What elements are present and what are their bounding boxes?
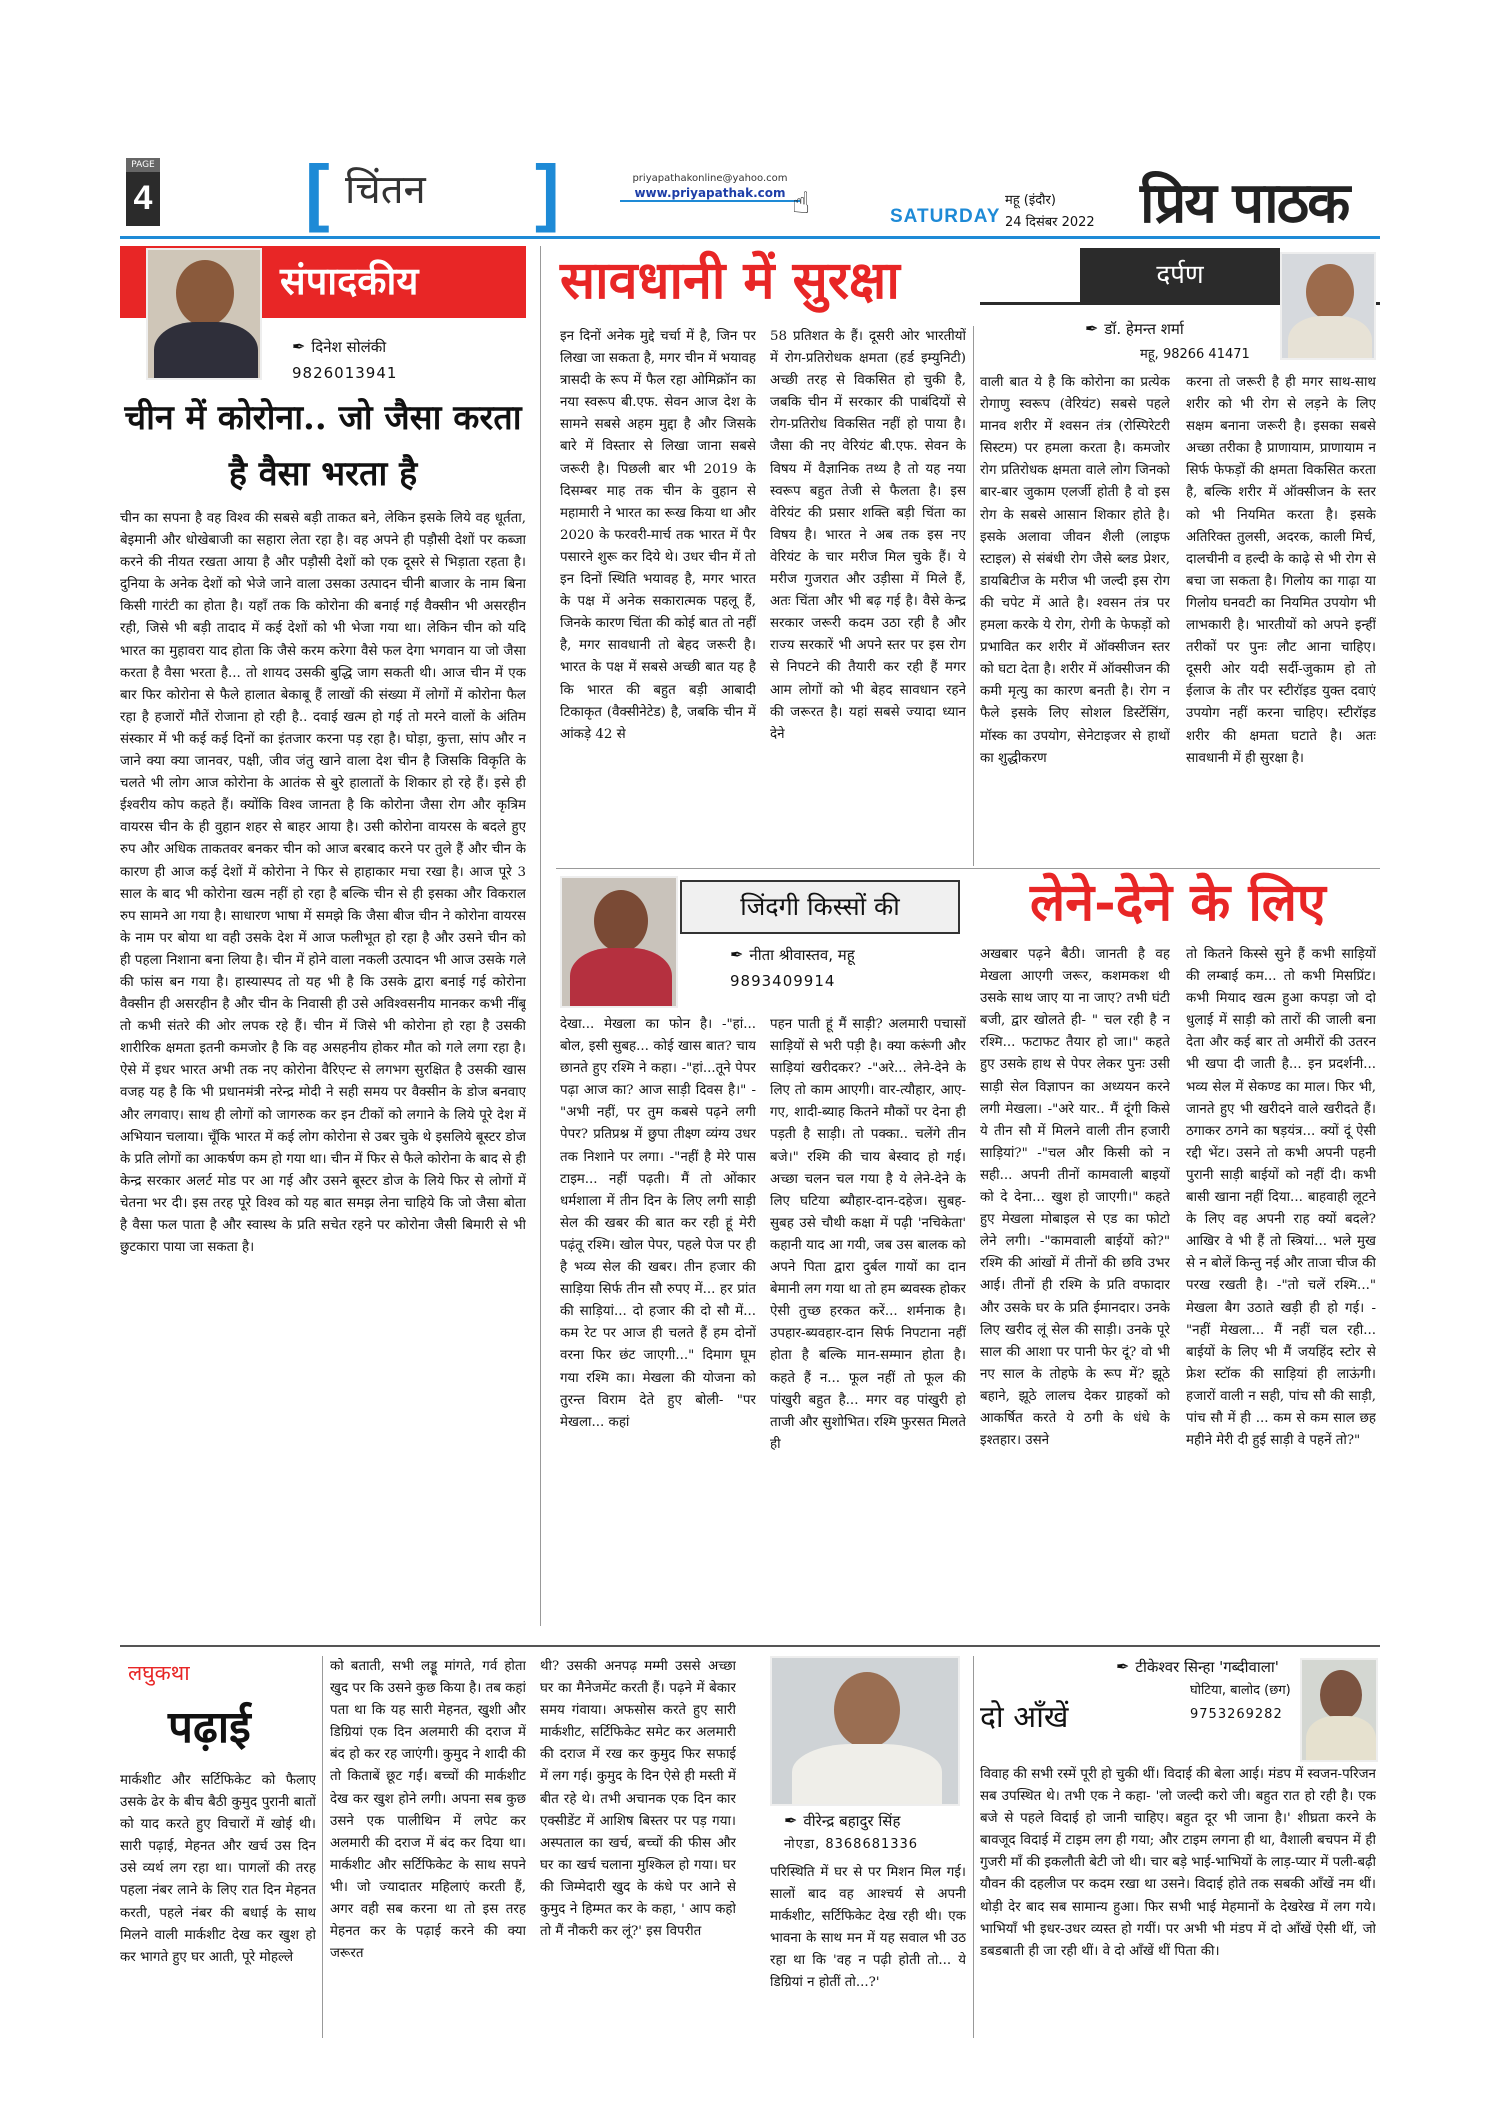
editorial-body: चीन का सपना है वह विश्व की सबसे बड़ी ताकत बने, लेकिन इसके लिये वह धूर्तता, बेइमानी और धोखेबाजी का सहारा लेता रहा है। वह अपने ही पड़ौसी देशों पर कब्जा करने की नीयत रखता आया है और पड़ौसी देशों को एक दूसरे से भिड़ाता रहता है। दुनिया के अनेक देशों को भेजे जाने वाला उसका उत्पादन चीनी बाजार के नाम बिना किसी गारंटी का होता है। यहाँ तक कि कोरोना की बनाई गई वैक्सीन भी असरहीन रही, जिसे भी बड़ी तादाद में कई देशों को भी भेजा गया था। लेकिन चीन को यदि भारत का मुहावरा याद होता कि जैसे करम करेगा वैसे फल देगा भगवान या जो जैसा करता है वैसा भरता है... तो शायद उसकी बुद्धि जाग सकती थी। आज चीन में एक बार फिर कोरोना से फैले हालात बेकाबू हैं लाखों की संख्या में लोगों में कोरोना फैल रहा है हजारों मौतें रोजाना हो रही है.. दवाई खत्म हो गई तो मरने वालों के अंतिम संस्कार में भी कई कई दिनों का इंतजार करना पड़ रहा है। घोड़ा, कुत्ता, सांप और न जाने क्या क्या जानवर, पक्षी, जीव जंतु खाने वाला देश चीन है जिसकि विकृति के चलते भी लोग आज कोरोना के आतंक से बुरे हालातों के शिकार हो रहे हैं। इसे ही ईश्वरीय कोप कहते हैं। क्योंकि विश्व जानता है कि कोरोना जैसा रोग और कृत्रिम वायरस चीन के ही वुहान शहर से बाहर आया है। उसी कोरोना वायरस के बदले हुए रुप और अधिक ताकतवर बनकर चीन को आज बरबाद करने पर तुले हैं और चीन के कारण ही आज कई देशों में कोरोना ने फिर से हाहाकार मचा रखा है। आज पूरे 3 साल के बाद भी कोरोना खत्म नहीं हो रहा है बल्कि चीन से ही इसका और विकराल रुप सामने आ गया है। साधारण भाषा में समझे कि जैसा बीज चीन ने कोरोना वायरस के नाम पर बोया था वही उसके देश में आज फलीभूत हो रहा है और उसने चीन को ही पहला निशाना बना लिया है। चीन में होने वाला नकली उत्पादन भी आज उसके गले की फांस बन गया है। हास्यास्पद तो यह भी है कि उसके द्वारा बनाई गई कोरोना वैक्सीन ही असरहीन है और चीन के निवासी ही उसे अविश्वसनीय मानकर कभी नींबू तो कभी संतरे की ओर लपक रहे हैं। चीन में जिसे भी कोरोना हो रहा है उसकी शारीरिक क्षमता इतनी कमजोर है कि वह असहनीय होकर मौत को गले लगा रहा है। ऐसे में इधर भारत अभी तक नए कोरोना वैरिएन्ट से लगभग सुरक्षित है उसकी खास वजह यह है कि भी प्रधानमंत्री नरेन्द्र मोदी ने सही समय पर वैक्सीन के डोज बनवाए और लगवाए। साथ ही लोगों को जागरुक कर इन टीकों को लगाने के लिये पूरे देश में अभियान चलाया। चूँकि भारत में कई लोग कोरोना से उबर चुके थे इसलिये बूस्टर डोज के प्रति लोगों का आकर्षण कम हो गया था। चीन में फिर से फैले कोरोना के बाद से ही केन्द्र सरकार अलर्ट मोड पर आ गई और उसने बूस्टर डोज के लिये फिर से लोगों में चेतना भर दी। इस तरह पूरे विश्व को यह बात समझ लेना चाहिये कि जो जैसा बोता है वैसा फल पाता है और स्वास्थ के प्रति सचेत रहने पर कोरोना जैसी बिमारी से भी छुटकारा पाया जा सकता है। xyxy=(120,511,526,1256)
weekday: SATURDAY xyxy=(890,206,1001,227)
zindagi-col-2: पहन पाती हूं मैं साड़ी? अलमारी पचासों साड़ियों से भरी पड़ी है। क्या करूंगी और साड़ियां खरीदकर? -"अरे... लेने-देने के लिए तो काम आएगी। वार-त्यौहार, आए-गए, शादी-ब्याह कितने मौकों पर देना ही पड़ती है साड़ी। तो पक्का.. चलेंगे तीन बजे।" रश्मि की चाय बेस्वाद हो गई। अच्छा चलन चल गया है ये लेने-देने के लिए घटिया ब्यौहार-दान-दहेज। सुबह-सुबह उसे चौथी कक्षा में पढ़ी 'नचिकेता' कहानी याद आ गयी, जब उस बालक को अपने पिता द्वारा दुर्बल गायों का दान बेमानी लग गया था तो हम ब्यवस्क होकर ऐसी तुच्छ हरकत करें... शर्मनाक है। उपहार-ब्यवहार-दान सिर्फ निपटाना नहीं होता है बल्कि मान-सम्मान होता है। कहते हैं न... फूल नहीं तो फूल की पांखुरी बहुत है... मगर वह पांखुरी हो ताजी और सुशोभित। रश्मि फुरसत मिलते ही xyxy=(770,1017,966,1452)
zindagi-col-3: अखबार पढ़ने बैठी। जानती है वह मेखला आएगी जरूर, कशमकश थी उसके साथ जाए या ना जाए? तभी घंटी बजी, द्वार खोलते ही- " चल रही है न रश्मि... फटाफट तैयार हो जा।" कहते हुए उसके हाथ से पेपर लेकर पुनः उसी साड़ी सेल विज्ञापन का अध्ययन करने लगी मेखला। -"अरे यार.. मैं दूंगी किसे ये तीन सौ में मिलने वाली तीन हजारी साड़ियां?" -"चल और किसी को न सही... अपनी तीनों कामवाली बाइयों को दे देना... खुश हो जाएगी।" कहते हुए मेखला मोबाइल से एड का फोटो लेने लगी। -"कामवाली बाईयों को?" रश्मि की आंखों में तीनों की छवि उभर आई। तीनों ही रश्मि के प्रति वफादार और उसके घर के प्रति ईमानदार। उनके लिए खरीद लूं सेल की साड़ी। उनके पूरे साल की आशा पर पानी फेर दूं? वो भी नए साल के तोहफे के रूप में? झूठे बहाने, झूठे लालच देकर ग्राहकों को आकर्षित करते ये ठगी के धंधे के इश्तहार। उसने xyxy=(980,947,1170,1449)
laghukatha-col-2: को बताती, सभी लड्डू मांगते, गर्व होता खुद पर कि उसने कुछ किया है। तब कहां पता था कि यह सारी मेहनत, खुशी और डिग्रियां एक दिन अलमारी की दराज में बंद हो कर रह जाएंगी। कुमुद ने शादी की तो किताबें छूट गईं। बच्चों की मार्कशीट देख कर खुश होने लगी। अपना सब कुछ उसने एक पालीथिन में लपेट कर अलमारी की दराज में बंद कर दिया था। मार्कशीट और सर्टिफिकेट के साथ सपने भी। जो ज्यादातर महिलाएं करती हैं, अगर वही सब करना था तो इस तरह मेहनत कर के पढ़ाई करने की क्या जरूरत xyxy=(330,1659,526,1962)
page-number-box xyxy=(126,158,160,226)
page-number: 4 xyxy=(133,179,153,217)
editorial-label: संपादकीय xyxy=(280,259,419,303)
laghukatha-byline xyxy=(784,1810,900,1832)
zindagi-author: नीता श्रीवास्तव, महू xyxy=(749,946,855,964)
date: 24 दिसंबर 2022 xyxy=(1005,215,1095,230)
pen-icon: ✒ xyxy=(1085,319,1099,338)
suraksha-headline: सावधानी में सुरक्षा xyxy=(560,250,900,311)
zindagi-byline xyxy=(730,944,855,966)
laghukatha-col-3: थी? उसकी अनपढ़ मम्मी उससे अच्छा घर का मैनेजमेंट करती हैं। पढ़ने में बेकार समय गंवाया। अफसोस करते हुए सारी मार्कशीट, सर्टिफिकेट समेट कर अलमारी की दराज में रख कर कुमुद फिर सफाई में लग गई। कुमुद के दिन ऐसे ही मस्ती में बीत रहे थे। तभी अचानक एक दिन कार एक्सीडेंट में आशिष बिस्तर पर पड़ गया। अस्पताल का खर्च, बच्चों की फीस और घर का खर्च चलाना मुश्किल हो गया। घर की जिम्मेदारी खुद के कंधे पर आने से कुमुद ने हिम्मत कर के कहा, ' आप कहो तो मैं नौकरी कर लूं?' इस विपरीत xyxy=(540,1659,736,1940)
laghukatha-col-1: मार्कशीट और सर्टिफिकेट को फैलाए उसके ढेर के बीच बैठी कुमुद पुरानी बातों को याद करते हुए विचारों में खोई थी। सारी पढ़ाई, मेहनत और खर्च उस दिन उसे व्यर्थ लग रहा था। पागलों की तरह पहला नंबर लाने के लिए रात दिन मेहनत करती, पहले नंबर की बधाई के साथ मिलने वाली मार्कशीट देख कर खुश हो कर भागते हुए घर आती, पूरे मोहल्ले xyxy=(120,1773,316,1965)
zindagi-phone: 9893409914 xyxy=(730,972,836,990)
editorial-byline xyxy=(292,336,386,358)
darpan-col-2: करना तो जरूरी है ही मगर साथ-साथ शरीर को भी रोग से लड़ने के लिए सक्षम बनाना जरूरी है। इसका सबसे अच्छा तरीका है प्राणायाम, प्राणायाम न सिर्फ फेफड़ों की क्षमता विकसित करता है, बल्कि शरीर में ऑक्सीजन के स्तर को भी नियमित करता है। इसके अतिरिक्त तुलसी, अदरक, काली मिर्च, दालचीनी व हल्दी के काढ़े से भी रोग से बचा जा सकता है। गिलोय का गाढ़ा या गिलोय घनवटी का नियमित उपयोग भी लाभकारी है। भारतीयों को अपने इन्हीं तरीकों पर पुनः लौट आना चाहिए। दूसरी ओर यदी सर्दी-जुकाम हो तो ईलाज के तौर पर स्टीरॉइड युक्त दवाएं उपयोग नहीं करना चाहिए। स्टीरॉइड शरीर की क्षमता घटाते है। अतः सावधानी में ही सुरक्षा है। xyxy=(1186,375,1376,766)
column-divider xyxy=(973,326,974,866)
editorial-author: दिनेश सोलंकी xyxy=(311,338,387,356)
editorial-phone: 9826013941 xyxy=(292,364,398,382)
darpan-byline xyxy=(1085,318,1184,340)
suraksha-col-1: इन दिनों अनेक मुद्दे चर्चा में है, जिन पर लिखा जा सकता है, मगर चीन में भयावह त्रासदी के रूप में फैल रहा ओमिक्रॉन का नया स्वरूप बी.एफ. सेवन आज देश के सामने सबसे अहम मुद्दा है और जिसके बारे में विस्तार से लिखा जाना सबसे जरूरी है। पिछली बार भी 2019 के दिसम्बर माह तक चीन के वुहान से महामारी ने भारत का रूख किया था और 2020 के फरवरी-मार्च तक भारत में पैर पसारने शुरू कर दिये थे। उधर चीन में तो इन दिनों स्थिति भयावह है, मगर भारत के पक्ष में अनेक सकारात्मक पहलू हैं, जिनके कारण चिंता की कोई बात तो नहीं है, मगर सावधानी तो बेहद जरूरी है। भारत के पक्ष में सबसे अच्छी बात यह है कि भारत की बहुत बड़ी आबादी टिकाकृत (वैक्सीनेटेड) है, जबकि चीन में आंकड़े 42 से xyxy=(560,329,756,742)
story-divider xyxy=(120,1645,1380,1647)
email[interactable]: priyapathakonline@yahoo.com xyxy=(632,173,788,184)
do-ankhen-title: दो आँखें xyxy=(980,1700,1069,1735)
date-block xyxy=(1005,190,1125,234)
darpan-author-photo xyxy=(1280,252,1376,360)
laghukatha-col-4: परिस्थिति में घर से पर मिशन मिल गई। सालों बाद वह आश्चर्य से अपनी मार्कशीट, सर्टिफिकेट देख रही थी। एक भावना के साथ मन में यह सवाल भी उठ रहा था कि 'वह न पढ़ी होती तो... ये डिग्रियां न होतीं तो...?' xyxy=(770,1865,966,1991)
city: महू (इंदौर) xyxy=(1005,193,1056,208)
pointing-hand-icon: ☝ xyxy=(792,186,811,221)
do-ankhen-place: घोटिया, बालोद (छग) xyxy=(1190,1683,1291,1698)
column-divider xyxy=(540,246,541,1626)
column-divider xyxy=(322,1656,323,2038)
lene-dene-headline: लेने-देने के लिए xyxy=(1030,872,1326,933)
darpan-contact: महू, 98266 41471 xyxy=(1140,347,1250,362)
zindagi-col-4: तो कितने किस्से सुने हैं कभी साड़ियों की लम्बाई कम... तो कभी मिसप्रिंट। कभी मियाद खत्म हुआ कपड़ा जो दो धुलाई में साड़ी को तारों की जाली बना देता और कई बार तो अमीरों की उतरन भी खपा दी जाती है... इन प्रदर्शनी... भव्य सेल में सेकण्ड का माल। फिर भी, जानते हुए भी खरीदने वाले खरीदते हैं। ठगाकर ठगने का षड़यंत्र... क्यों दूं ऐसी रद्दी भेंट। उसने तो कभी अपनी पहनी पुरानी साड़ी बाईयों को नहीं दी। कभी बासी खाना नहीं दिया... बाहवाही लूटने के लिए वह अपनी राह क्यों बदले? आखिर वे भी हैं तो स्त्रियां... भले मुख से न बोलें किन्तु नई और ताजा चीज की परख रखती है। -"तो चलें रश्मि..." मेखला बैग उठाते खड़ी ही हो गई। -"नहीं मेखला... मैं नहीं चल रही... बाईयों के लिए भी मैं जयहिंद स्टोर से फ्रेश स्टॉक की साड़ियां ही लाऊंगी। हजारों वाली न सही, पांच सौ की साड़ी, पांच सौ में ही ... कम से कम साल छह महीने मेरी दी हुई साड़ी वे पहनें तो?" xyxy=(1186,947,1376,1449)
pen-icon: ✒ xyxy=(730,945,744,964)
suraksha-col-2: 58 प्रतिशत के हैं। दूसरी ओर भारतीयों में रोग-प्रतिरोधक क्षमता (हर्ड इम्युनिटी) अच्छी तरह से विकसित हो चुकी है, जबकि चीन में सरकार की पाबंदियों से रोग-प्रतिरोध विकसित नहीं हो पाया है। जैसा की नए वेरियंट बी.एफ. सेवन के विषय में वैज्ञानिक तथ्य है तो यह नया स्वरूप बहुत तेजी से फैलता है। इस वेरियंट की प्रसार शक्ति बड़ी चिंता का विषय है। भारत ने अब तक इस नए वेरियंट के चार मरीज मिल चुके हैं। ये मरीज गुजरात और उड़ीसा में मिले हैं, अतः चिंता और भी बढ़ गई है। वैसे केन्द्र सरकार जरूरी कदम उठा रही है और राज्य सरकारें भी अपने स्तर पर इस रोग से निपटने की तैयारी कर रही हैं मगर आम लोगों को भी बेहद सावधान रहने की जरूरत है। यहां सबसे ज्यादा ध्यान देने xyxy=(770,329,966,742)
darpan-header: दर्पण xyxy=(1080,248,1280,302)
contact-web xyxy=(620,172,800,202)
do-ankhen-phone: 9753269282 xyxy=(1190,1707,1283,1722)
pen-icon: ✒ xyxy=(1116,1657,1130,1676)
editor-photo xyxy=(146,248,262,380)
laghukatha-author-photo xyxy=(770,1656,960,1806)
laghukatha-author: वीरेन्द्र बहादुर सिंह xyxy=(803,1812,901,1830)
do-ankhen-byline xyxy=(1116,1656,1279,1678)
column-divider xyxy=(973,1656,974,2038)
pen-icon: ✒ xyxy=(784,1811,798,1830)
zindagi-author-photo xyxy=(560,876,678,1008)
section-divider xyxy=(556,868,1380,869)
editorial-title: चीन में कोरोना.. जो जैसा करता है वैसा भरता है xyxy=(124,398,522,494)
masthead-rule xyxy=(120,236,1380,239)
zindagi-col-1: देखा... मेखला का फोन है। -"हां... बोल, इसी सुबह... कोई खास बात? चाय छानते हुए रश्मि ने कहा। -"हां...तूने पेपर पढ़ा आज का? आज साड़ी दिवस है।" -"अभी नहीं, पर तुम कबसे पढ़ने लगी पेपर? प्रतिप्रश्न में छुपा तीक्ष्ण व्यंग्य उधर तक निशाने पर लगा। -"नहीं है मेरे पास टाइम... नहीं पढ़ती। मैं तो ओंकार धर्मशाला में तीन दिन के लिए लगी साड़ी सेल की खबर की बात कर रही हूं मेरी पढ़ंतू रश्मि। खोल पेपर, पहले पेज पर ही है भव्य सेल की खबर। तीन हजार की साड़िया सिर्फ तीन सौ रुपए में... हर प्रांत की साड़ियां... दो हजार की दो सौ में... कम रेट पर आज ही चलते हैं हम दोनों वरना फिर छंट जाएगी..." दिमाग घूम गया रश्मि का। मेखला की योजना को तुरन्त विराम देते हुए बोली- "पर मेखला... कहां xyxy=(560,1017,756,1430)
darpan-col-1: वाली बात ये है कि कोरोना का प्रत्येक रोगाणु स्वरूप (वेरियंट) सबसे पहले मानव शरीर में श्वसन तंत्र (रोस्पिरेटरी सिस्टम) पर हमला करता है। कमजोर रोग प्रतिरोधक क्षमता वाले लोग जिनको बार-बार जुकाम एलर्जी होती है वो इस रोग के सबसे आसान शिकार होते है। इसके अलावा जीवन शैली (लाइफ स्टाइल) से संबंधी रोग जैसे ब्लड प्रेशर, डायबिटीज के मरीज भी जल्दी इस रोग की चपेट में आते है। श्वसन तंत्र पर हमला करके ये रोग, रोगी के फेफड़ों को प्रभावित कर शरीर में ऑक्सीजन स्तर को घटा देता है। शरीर में ऑक्सीजन की कमी मृत्यु का कारण बनती है। रोग न फैले इसके लिए सोशल डिस्टेंसिंग, मॉस्क का उपयोग, सेनेटाइजर से हाथों का शुद्धीकरण xyxy=(980,375,1170,766)
left-bracket-icon: [ xyxy=(305,150,330,233)
laghukatha-title: पढ़ाई xyxy=(168,1702,251,1753)
laghukatha-label: लघुकथा xyxy=(128,1661,190,1685)
do-ankhen-body: विवाह की सभी रस्में पूरी हो चुकी थीं। विदाई की बेला आई। मंडप में स्वजन-परिजन सब उपस्थित थे। तभी एक ने कहा- 'लो जल्दी करो जी। बहुत रात हो रही है। एक बजे से पहले विदाई हो जानी चाहिए। बहुत दूर भी जाना है।' शीघ्रता करने के बावजूद विदाई में टाइम लग ही गया; और टाइम लगना ही था, वैशाली बचपन में ही गुजरी माँ की इकलौती बेटी जो थी। चार बड़े भाई-भाभियों के लाड़-प्यार में पली-बढ़ी यौवन की दहलीज पर कदम रखा था उसने। विदाई होते तक सबकी आँखें नम थीं। थोड़ी देर बाद सब सामान्य हुआ। फिर सभी भाई मेहमानों के देखरेख में लग गये। भाभियाँ भी इधर-उधर व्यस्त हो गयीं। पर अभी भी मंडप में दो आँखें ऐसी थीं, जो डबडबाती ही जा रही थीं। वे दो आँखें थीं पिता की। xyxy=(980,1767,1376,1959)
do-ankhen-author: टीकेश्वर सिन्हा 'गब्दीवाला' xyxy=(1135,1658,1279,1676)
page-label: PAGE xyxy=(126,158,160,172)
pen-icon: ✒ xyxy=(292,337,306,356)
website[interactable]: www.priyapathak.com xyxy=(634,186,786,200)
do-ankhen-author-photo xyxy=(1300,1658,1378,1762)
newspaper-logo: प्रिय पाठक xyxy=(1140,170,1349,236)
laghukatha-contact: नोएडा, 8368681336 xyxy=(784,1837,919,1852)
zindagi-header: जिंदगी किस्सों की xyxy=(680,880,960,934)
section-title: चिंतन xyxy=(345,167,426,213)
darpan-author: डॉ. हेमन्त शर्मा xyxy=(1104,320,1184,338)
right-bracket-icon: ] xyxy=(535,150,560,233)
